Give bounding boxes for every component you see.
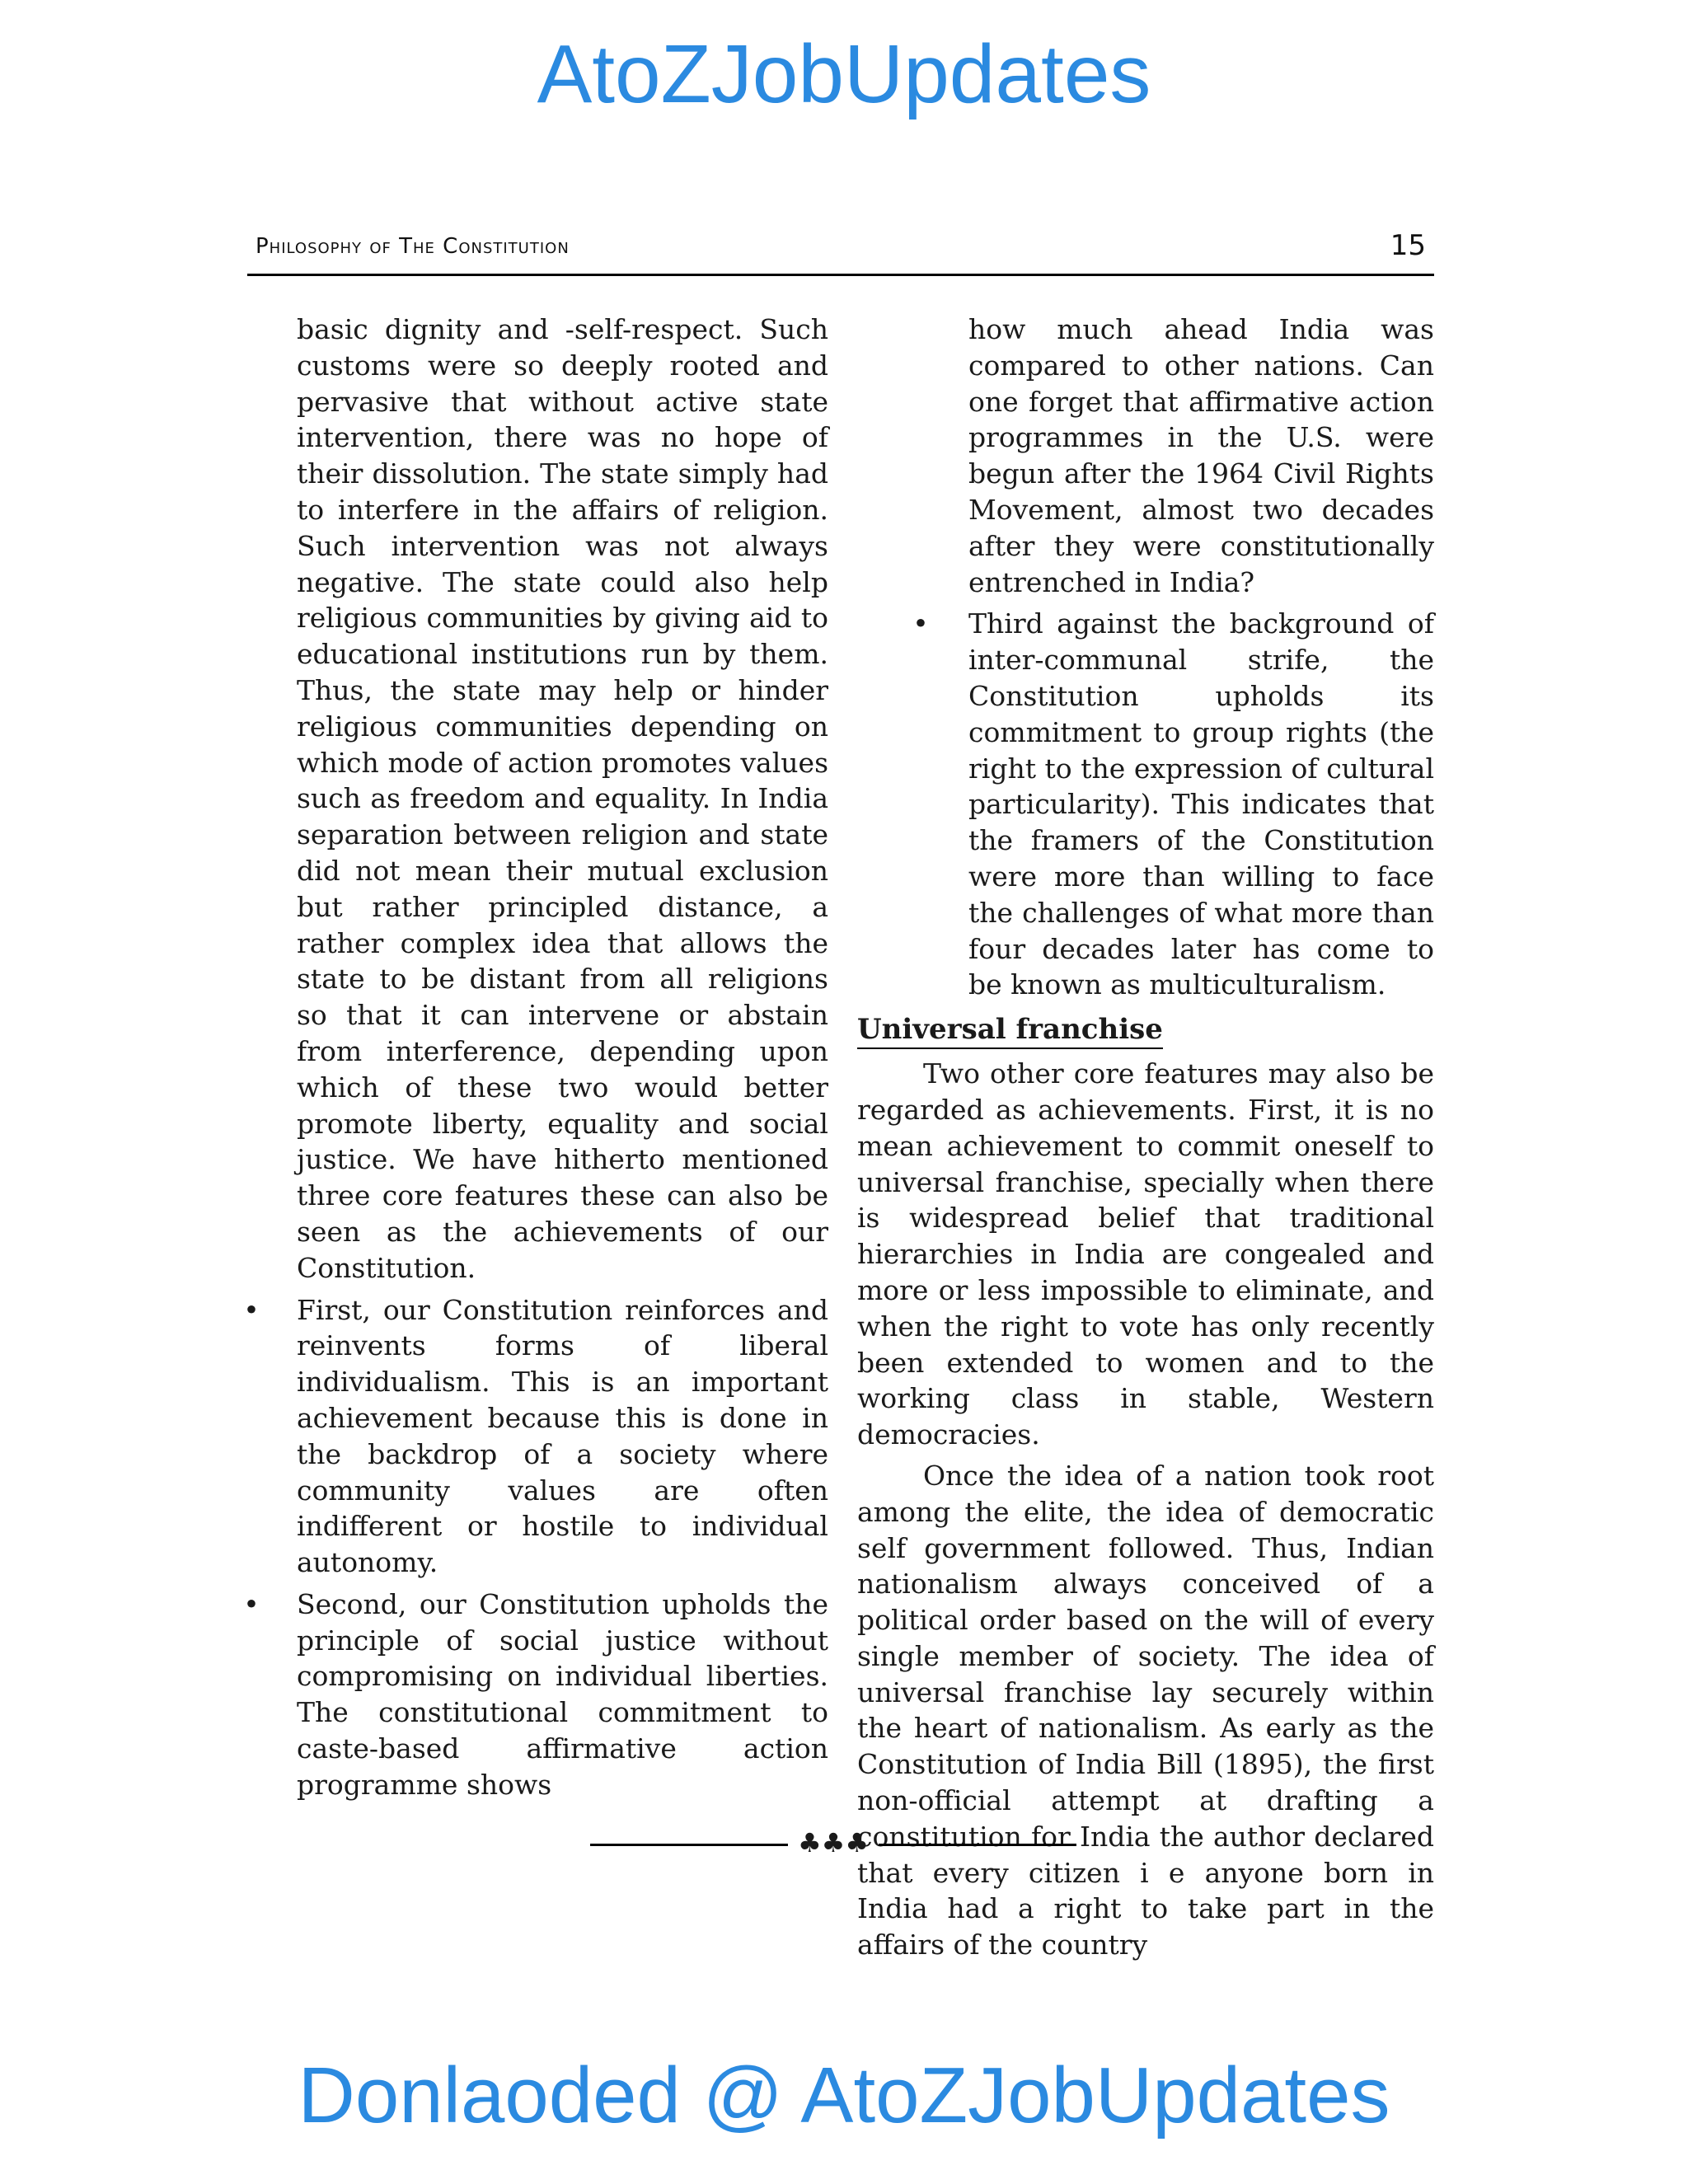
bullet-text: Third against the background of inter-communal strife, the Constitution upholds its commitment to group rights (the right to the expression of cultural particularity). This indicates that the framers of the Constitution were more than willing to face the challenges of what more than four decades later has come to be known as multiculturalism. (968, 607, 1434, 1001)
section-heading: Universal franchise (857, 1011, 1163, 1049)
club-ornament-icon: ♣♣♣ (797, 1827, 870, 1858)
page-number: 15 (1390, 229, 1426, 262)
continuation-paragraph: how much ahead India was compared to other nations. Can one forget that affirmative action programmes in the U.S. were begun after the 1964 Civil Rights Movement, almost two decades after they were constitutionally entrenched in India? (968, 313, 1434, 598)
bullet-item-first (235, 1292, 828, 1581)
watermark-top: AtoZJobUpdates (537, 28, 1151, 120)
running-header-title: Philosophy of The Constitution (256, 234, 570, 259)
body-paragraph: Once the idea of a nation took root among the elite, the idea of democratic self government followed. Thus, Indian nationalism always conceived of a political order based on the will of every single member of society. The idea of universal franchise lay securely within the heart of nationalism. As early as the Constitution of India Bill (1895), the first non-official attempt at drafting a constitution for India the author declared that every citizen i e anyone born in India had a right to take part in the affairs of the country (857, 1459, 1434, 1961)
bullet-icon: • (243, 1587, 260, 1620)
bullet-list (243, 1292, 828, 1803)
bullet-text: First, our Constitution reinforces and reinvents forms of liberal individualism. This is an important achievement because this is done in the backdrop of a society where community values are often indifferent or hostile to individual autonomy. (297, 1293, 828, 1579)
bullet-icon: • (243, 1293, 260, 1326)
body-paragraph: basic dignity and -self-respect. Such customs were so deeply rooted and pervasive that without active state intervention, there was no hope of their dissolution. The state simply had to interfere in the affairs of religion. Such intervention was not always negative. The state could also help religious communities by giving aid to educational institutions run by them. Thus, the state may help or hinder religious communities depending on which mode of action promotes values such as freedom and equality. In India separation between religion and state did not mean their mutual exclusion but rather principled distance, a rather complex idea that allows the state to be distant from all religions so that it can intervene or abstain from interference, depending upon which of these two would better promote liberty, equality and social justice. We have hitherto mentioned three core features these can also be seen as the achievements of our Constitution. (297, 313, 828, 1284)
bullet-item-third (857, 606, 1434, 1003)
right-column (857, 312, 1434, 1963)
left-column (243, 312, 828, 1803)
bullet-list (857, 606, 1434, 1003)
divider-left (590, 1844, 788, 1846)
watermark-bottom: Donlaoded @ AtoZJobUpdates (298, 2051, 1390, 2139)
section-end-ornament (590, 1826, 1076, 1859)
bullet-text: Second, our Constitution upholds the principle of social justice without compromising on individual liberties. The constitutional commitment to caste-based affirmative action programme shows (297, 1587, 828, 1801)
divider-right (879, 1844, 1076, 1846)
running-header (247, 227, 1434, 276)
body-paragraph: Two other core features may also be regarded as achievements. First, it is no mean achievement to commit oneself to universal franchise, specially when there is widespread belief that traditional hierarchies in India are congealed and more or less impossible to eliminate, and when the right to vote has only recently been extended to women and to the working class in stable, Western democracies. (857, 1057, 1434, 1451)
bullet-item-second (235, 1586, 828, 1803)
bullet-icon: • (912, 607, 929, 640)
